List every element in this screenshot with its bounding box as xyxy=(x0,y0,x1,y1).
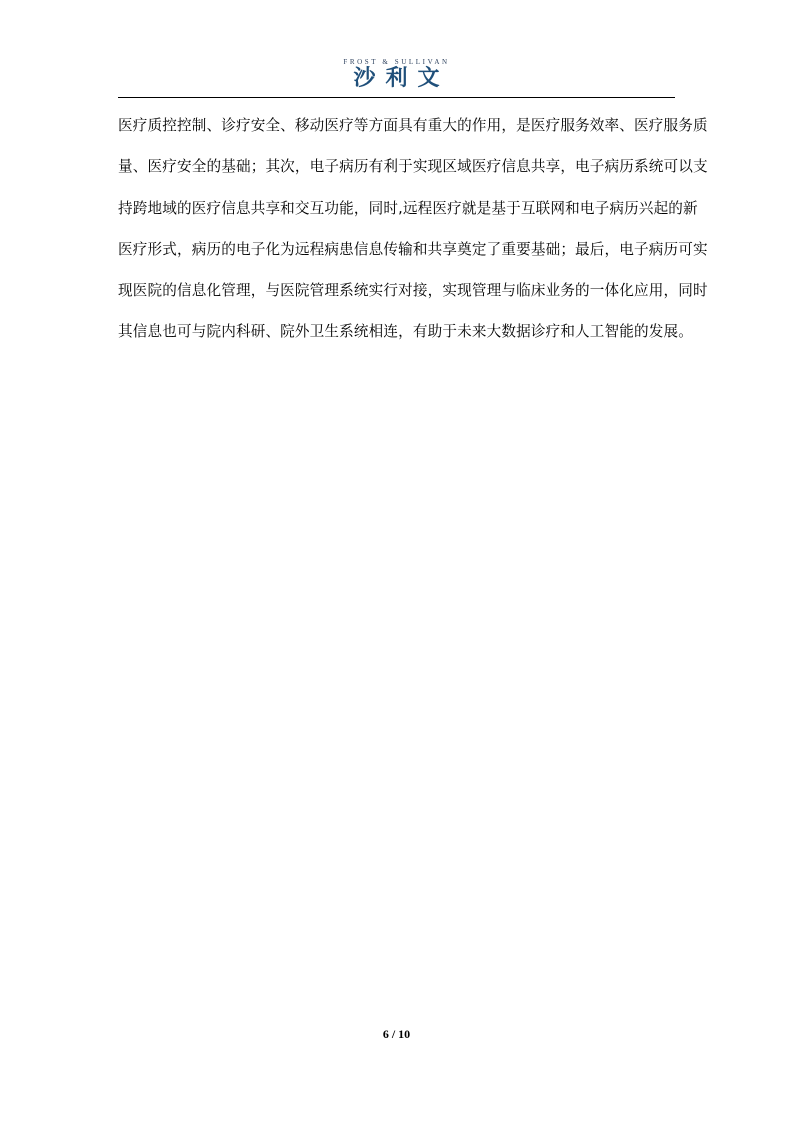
page-number: 6 / 10 xyxy=(382,1027,411,1041)
frost-sullivan-logo xyxy=(118,58,675,92)
header-divider xyxy=(118,97,675,98)
paragraph-line: 医疗形式，病历的电子化为远程病患信息传输和共享奠定了重要基础；最后，电子病历可实 xyxy=(118,240,708,258)
logo-english-text: FROST & SULLIVAN xyxy=(343,58,450,66)
paragraph-line: 持跨地域的医疗信息共享和交互功能，同时,远程医疗就是基于互联网和电子病历兴起的新 xyxy=(118,199,698,217)
paragraph-line: 量、医疗安全的基础；其次，电子病历有利于实现区域医疗信息共享，电子病历系统可以支 xyxy=(118,158,708,176)
paragraph-line: 其信息也可与院内科研、院外卫生系统相连，有助于未来大数据诊疗和人工智能的发展。 xyxy=(118,323,694,341)
logo-chinese-text: 沙利文 xyxy=(353,66,450,91)
paragraph-line: 医疗质控控制、诊疗安全、移动医疗等方面具有重大的作用，是医疗服务效率、医疗服务质 xyxy=(118,117,708,134)
page-header xyxy=(118,52,675,98)
body-paragraph xyxy=(118,105,708,353)
paragraph-line: 现医院的信息化管理，与医院管理系统实行对接，实现管理与临床业务的一体化应用，同时 xyxy=(118,282,708,300)
